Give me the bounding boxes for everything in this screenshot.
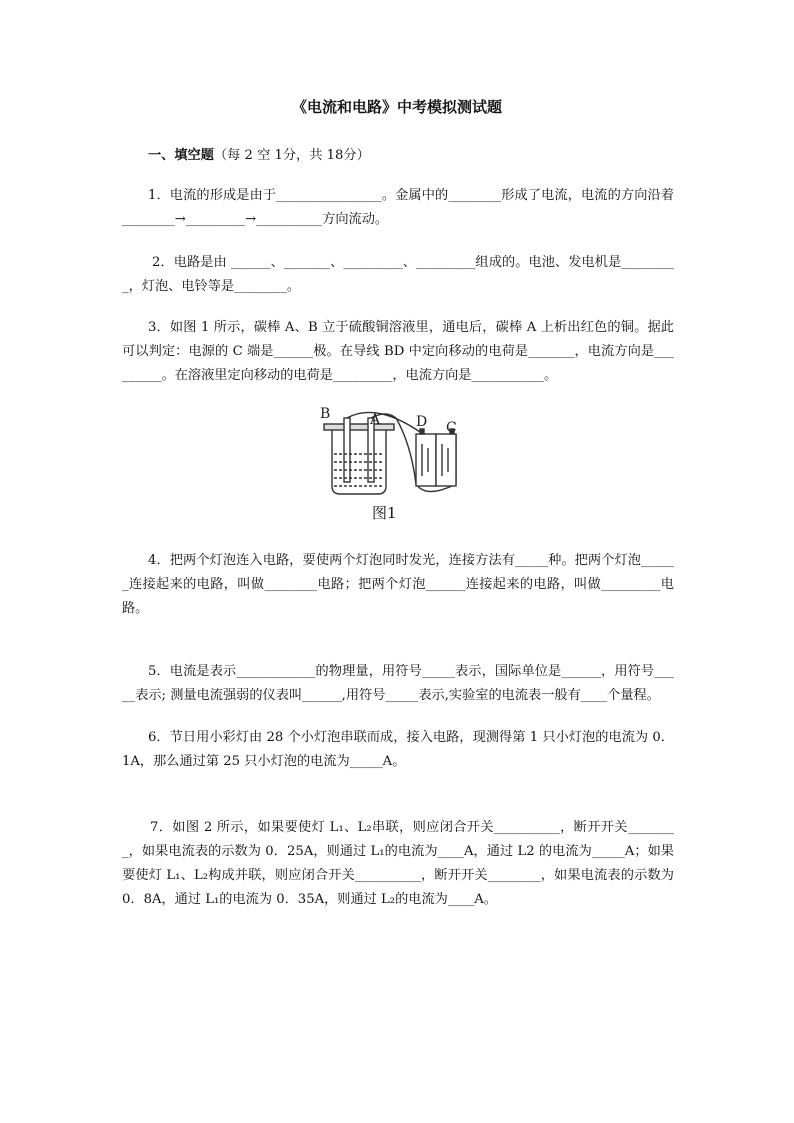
question-2: 2．电路是由 ______、_______、_________、_________组成的。电池、发电机是_________，灯泡、电铃等是________。 — [122, 255, 674, 294]
question-4: 4．把两个灯泡连入电路，要使两个灯泡同时发光，连接方法有_____种。把两个灯泡______连接起来的电路，叫做________电路；把两个灯泡______连接起来的电路，叫做_________电路。 — [122, 553, 674, 616]
figure-label-a: A — [370, 412, 381, 428]
figure-1-caption: 图1 — [372, 504, 397, 522]
question-6: 6．节日用小彩灯由 28 个小灯泡串联而成，接入电路，现测得第 1 只小灯泡的电流为 0．1A，那么通过第 25 只小灯泡的电流为_____A。 — [122, 730, 674, 769]
figure-label-d: D — [416, 414, 428, 430]
section-title: 一、填空题 — [148, 148, 214, 163]
page-title: 《电流和电路》中考模拟测试题 — [291, 98, 502, 116]
question-5: 5．电流是表示____________的物理量，用符号_____表示，国际单位是______，用符号_____表示; 测量电流强弱的仪表叫______,用符号_____表示,实验室的电流表一般有____个量程。 — [122, 664, 674, 703]
section-note: （每 2 空 1分，共 18分） — [213, 148, 370, 163]
section-heading — [148, 144, 370, 163]
figure-label-c: C — [446, 420, 457, 436]
question-3: 3．如图 1 所示，碳棒 A、B 立于硫酸铜溶液里，通电后，碳棒 A 上析出红色的铜。据此可以判定：电源的 C 端是______极。在导线 BD 中定向移动的电荷是_______，电流方向是_________。在溶液里定向移动的电荷是_________，电流方向是___________。 — [122, 320, 674, 383]
figure-label-b: B — [320, 406, 331, 422]
question-7: 7．如图 2 所示，如果要使灯 L₁、L₂串联，则应闭合开关__________，断开开关________，如果电流表的示数为 0．25A，则通过 L₁的电流为____A，通过 L2 的电流为_____A；如果要使灯 L₁、L₂构成并联，则应闭合开关__________，断开开关________，如果电流表的示数为 0．8A，通过 L₁的电流为 0．35A，则通过 L₂的电流为____A。 — [122, 820, 674, 907]
question-1: 1．电流的形成是由于________________。金属中的________形成了电流，电流的方向沿着________→_________→__________方向流动。 — [122, 188, 674, 227]
